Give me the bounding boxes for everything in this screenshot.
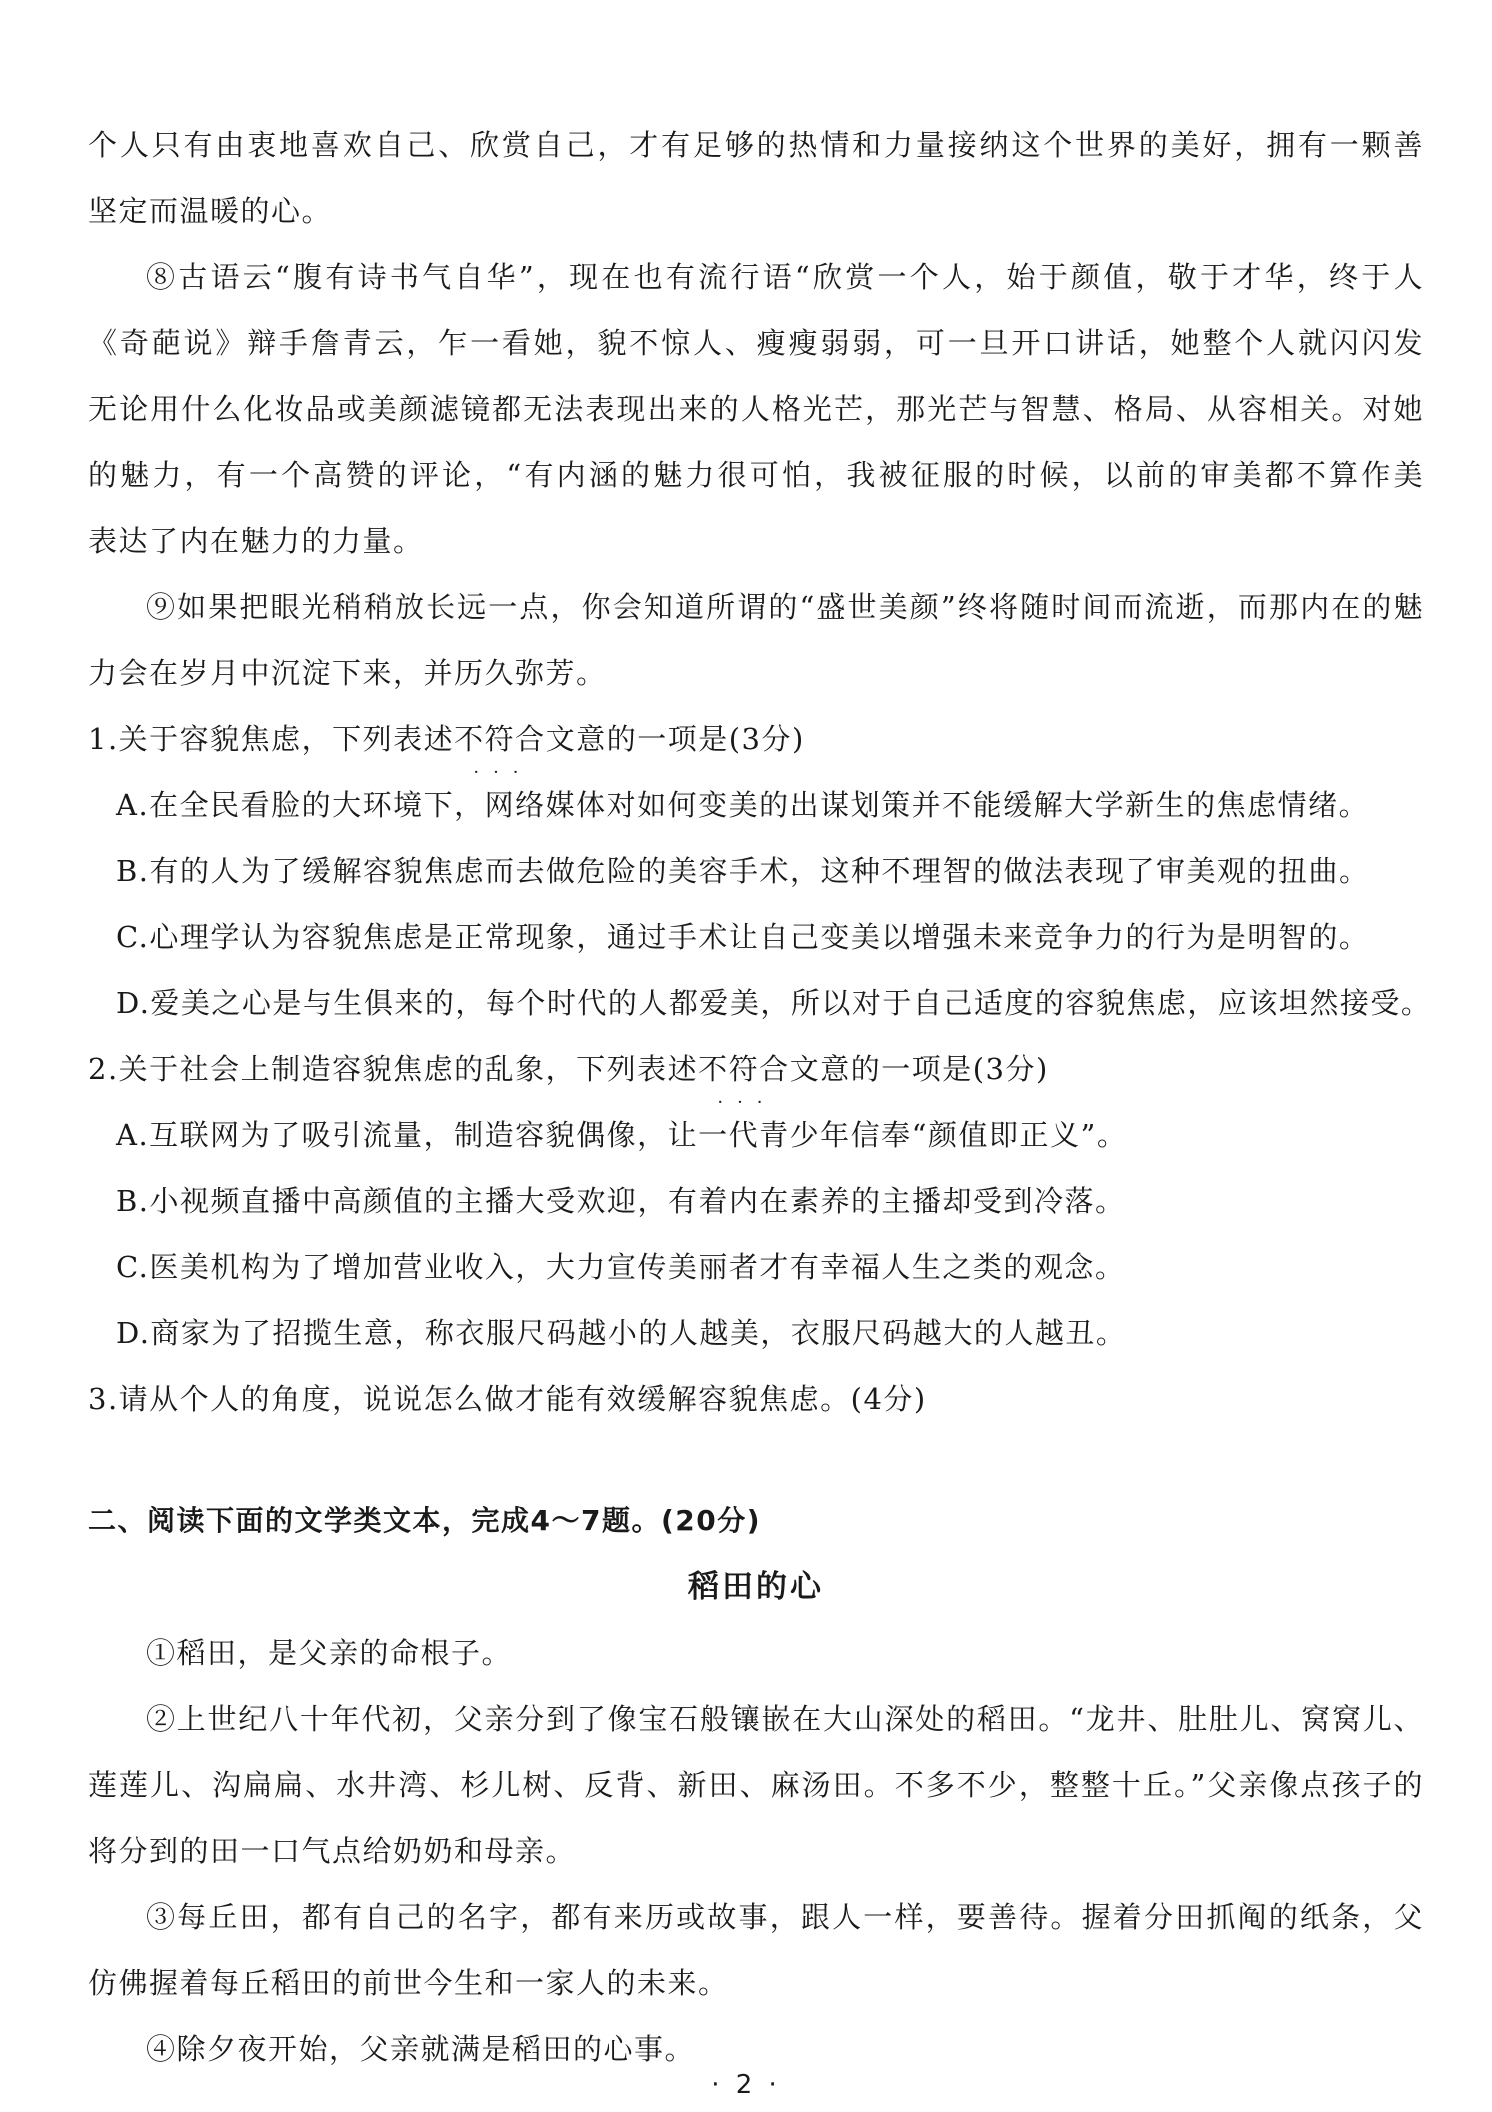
question-1-option-b: B.有的人为了缓解容貌焦虑而去做危险的美容手术，这种不理智的做法表现了审美观的扭曲。 [116,854,1370,888]
question-2-option-d: D.商家为了招揽生意，称衣服尺码越小的人越美，衣服尺码越大的人越丑。 [116,1316,1127,1350]
paragraph-1-line: ①稻田，是父亲的命根子。 [146,1636,513,1670]
passage-line: 坚定而温暖的心。 [88,194,333,228]
question-2-option-a: A.互联网为了吸引流量，制造容貌偶像，让一代青少年信奉“颜值即正义”。 [116,1118,1128,1152]
literary-passage [88,1620,1424,2082]
exam-page [88,112,1432,2082]
passage-title: 稻田的心 [688,1569,824,1605]
passage-line: 表达了内在魅力的力量。 [88,524,424,558]
page-number: · 2 · [711,2070,781,2100]
passage-line: 力会在岁月中沉淀下来，并历久弥芳。 [88,656,607,690]
emphasis-dotted-text: 不符合 ··· [454,722,546,783]
passage-line: 无论用什么化妆品或美颜滤镜都无法表现出来的人格光芒，那光芒与智慧、格局、从容相关。对她 [88,392,1424,426]
question-3-stem: 3.请从个人的角度，说说怎么做才能有效缓解容貌焦虑。(4分) [88,1382,927,1416]
question-1-option-c: C.心理学认为容貌焦虑是正常现象，通过手术让自己变美以增强未来竞争力的行为是明智的。 [116,920,1370,954]
passage-continuation [88,112,1424,706]
passage-line: 个人只有由衷地喜欢自己、欣赏自己，才有足够的热情和力量接纳这个世界的美好，拥有一颗善 [88,128,1424,162]
paragraph-8-line: ⑧古语云“腹有诗书气自华”，现在也有流行语“欣赏一个人，始于颜值，敬于才华，终于人 [146,260,1424,294]
question-2-option-b: B.小视频直播中高颜值的主播大受欢迎，有着内在素养的主播却受到冷落。 [116,1184,1126,1218]
question-1-option-a: A.在全民看脸的大环境下，网络媒体对如何变美的出谋划策并不能缓解大学新生的焦虑情绪。 [116,788,1370,822]
question-1-stem: 1.关于容貌焦虑，下列表述不符合 ··· 文意的一项是(3分) [88,706,1424,772]
paragraph-2-line: ②上世纪八十年代初，父亲分到了像宝石般镶嵌在大山深处的稻田。“龙井、肚肚儿、窝窝儿、 [146,1702,1424,1736]
question-2-option-c: C.医美机构为了增加营业收入，大力宣传美丽者才有幸福人生之类的观念。 [116,1250,1126,1284]
passage-line: 将分到的田一口气点给奶奶和母亲。 [88,1834,577,1868]
passage-line: 莲莲儿、沟扁扁、水井湾、杉儿树、反背、新田、麻汤田。不多不少，整整十丘。”父亲像点孩子的 [88,1768,1424,1802]
passage-line: 的魅力，有一个高赞的评论，“有内涵的魅力很可怕，我被征服的时候，以前的审美都不算作美 [88,458,1424,492]
paragraph-9-line: ⑨如果把眼光稍稍放长远一点，你会知道所谓的“盛世美颜”终将随时间而流逝，而那内在的魅 [146,590,1424,624]
question-2 [88,1036,1424,1366]
question-1 [88,706,1432,1036]
passage-line: 仿佛握着每丘稻田的前世今生和一家人的未来。 [88,1966,729,2000]
paragraph-4-line: ④除夕夜开始，父亲就满是稻田的心事。 [146,2032,696,2066]
section-heading: 二、阅读下面的文学类文本，完成4～7题。(20分) [88,1504,762,1537]
paragraph-3-line: ③每丘田，都有自己的名字，都有来历或故事，跟人一样，要善待。握着分田抓阄的纸条，父 [146,1900,1424,1934]
passage-line: 《奇葩说》辩手詹青云，乍一看她，貌不惊人、瘦瘦弱弱，可一旦开口讲话，她整个人就闪闪发 [88,326,1424,360]
question-1-option-d: D.爱美之心是与生俱来的，每个时代的人都爱美，所以对于自己适度的容貌焦虑，应该坦然接受。 [116,986,1432,1020]
question-2-stem: 2.关于社会上制造容貌焦虑的乱象，下列表述不符合 ··· 文意的一项是(3分) [88,1036,1424,1102]
emphasis-dotted-text: 不符合 ··· [698,1052,790,1113]
